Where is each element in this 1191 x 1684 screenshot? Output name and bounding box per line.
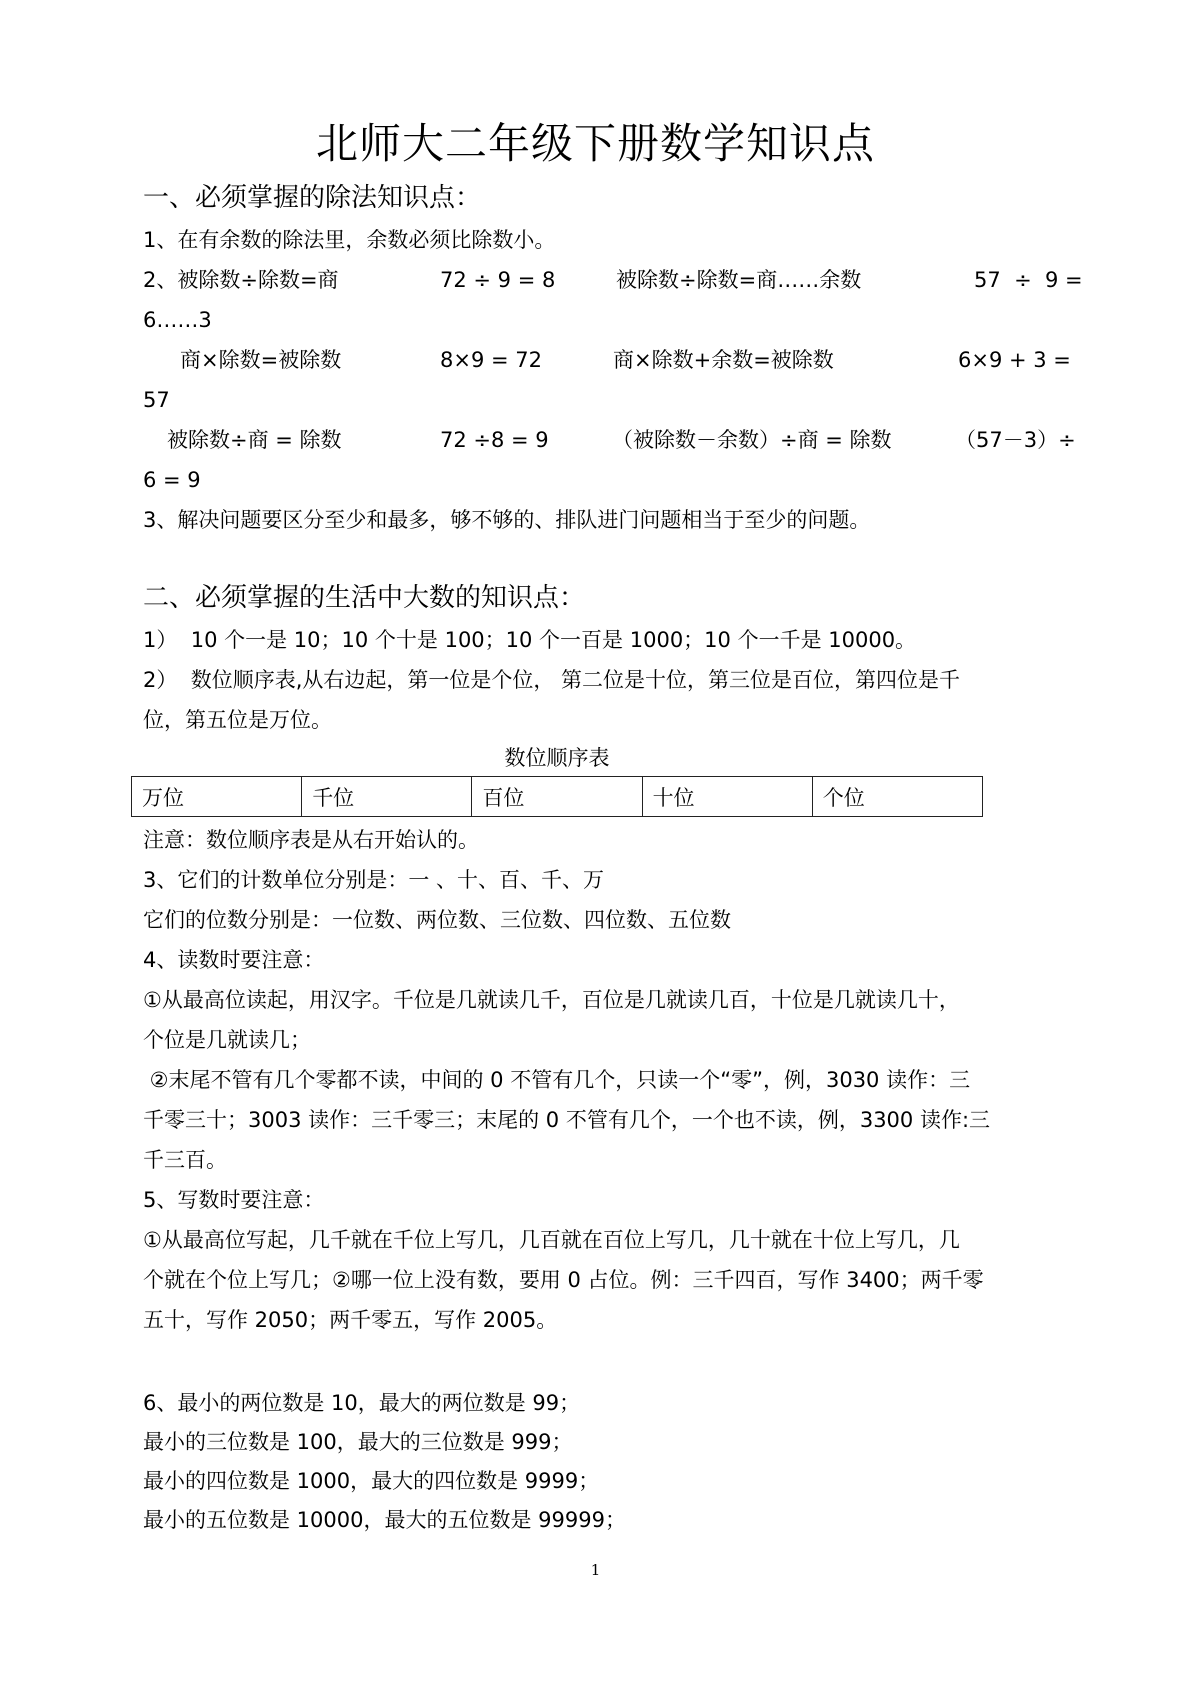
example-multiply-remainder: 6×9 + 3 = xyxy=(958,348,1071,372)
table-cell-bai: 百位 xyxy=(472,777,642,817)
section-2-item-4-heading: 4、读数时要注意： xyxy=(143,948,325,972)
section-2-item-3-line-1: 3、它们的计数单位分别是：一 、十、百、千、万 xyxy=(143,868,605,892)
item-4-line: 个位是几就读几； xyxy=(143,1028,311,1052)
section-2-item-5-heading: 5、写数时要注意： xyxy=(143,1188,325,1212)
section-2-item-2-line-2: 位，第五位是万位。 xyxy=(143,708,332,732)
formula-multiply-remainder: 商×除数+余数=被除数 xyxy=(613,348,834,372)
example-division-remainder: 57 ÷ 9 = xyxy=(974,268,1083,292)
example-multiply-remainder-wrap: 57 xyxy=(143,388,170,412)
section-2-heading: 二、必须掌握的生活中大数的知识点： xyxy=(143,583,586,613)
item-6-line: 最小的三位数是 100，最大的三位数是 999； xyxy=(143,1430,573,1454)
formula-divisor-remainder: （被除数－余数）÷商 = 除数 xyxy=(612,428,892,452)
formula-multiply: 商×除数=被除数 xyxy=(180,348,342,372)
table-cell-wan: 万位 xyxy=(132,777,302,817)
document-title: 北师大二年级下册数学知识点 xyxy=(315,119,875,168)
table-cell-shi: 十位 xyxy=(642,777,812,817)
example-division-remainder-wrap: 6……3 xyxy=(143,308,212,332)
item-4-line: 千三百。 xyxy=(143,1148,227,1172)
section-2-item-1: 1） 10 个一是 10；10 个十是 100；10 个一百是 1000；10 个一千是 10000。 xyxy=(143,628,917,652)
table-row xyxy=(132,777,983,817)
section-2-item-2-line-1: 2） 数位顺序表,从右边起，第一位是个位， 第二位是十位，第三位是百位，第四位是千 xyxy=(143,668,961,692)
table-cell-ge: 个位 xyxy=(812,777,982,817)
example-divisor-remainder-wrap: 6 = 9 xyxy=(143,468,201,492)
example-multiply: 8×9 = 72 xyxy=(440,348,542,372)
item-6-line: 最小的四位数是 1000，最大的四位数是 9999； xyxy=(143,1469,600,1493)
place-value-table-caption: 数位顺序表 xyxy=(504,746,610,770)
formula-division: 2、被除数÷除数=商 xyxy=(143,268,339,292)
table-note: 注意：数位顺序表是从右开始认的。 xyxy=(143,828,479,852)
item-4-line: ②末尾不管有几个零都不读，中间的 0 不管有几个，只读一个“零”，例，3030 读作：三 xyxy=(143,1068,971,1092)
section-2-item-3-line-2: 它们的位数分别是：一位数、两位数、三位数、四位数、五位数 xyxy=(143,908,731,932)
item-6-line: 6、最小的两位数是 10，最大的两位数是 99； xyxy=(143,1391,581,1415)
formula-divisor: 被除数÷商 = 除数 xyxy=(167,428,342,452)
example-division: 72 ÷ 9 = 8 xyxy=(440,268,556,292)
example-divisor-remainder: （57－3）÷ xyxy=(955,428,1076,452)
section-1-heading: 一、必须掌握的除法知识点： xyxy=(143,183,482,213)
section-1-item-3: 3、解决问题要区分至少和最多，够不够的、排队进门问题相当于至少的问题。 xyxy=(143,508,871,532)
item-6-line: 最小的五位数是 10000，最大的五位数是 99999； xyxy=(143,1508,626,1532)
item-5-line: 个就在个位上写几；②哪一位上没有数，要用 0 占位。例：三千四百，写作 3400；两千零 xyxy=(143,1268,984,1292)
example-divisor: 72 ÷8 = 9 xyxy=(440,428,549,452)
page-number: 1 xyxy=(590,1561,601,1579)
place-value-table xyxy=(131,776,983,817)
item-5-line: 五十，写作 2050；两千零五，写作 2005。 xyxy=(143,1308,558,1332)
table-cell-qian: 千位 xyxy=(302,777,472,817)
item-4-line: 千零三十；3003 读作：三千零三；末尾的 0 不管有几个，一个也不读，例，3300 读作:三 xyxy=(143,1108,991,1132)
section-1-item-1: 1、在有余数的除法里，余数必须比除数小。 xyxy=(143,228,556,252)
item-4-line: ①从最高位读起，用汉字。千位是几就读几千，百位是几就读几百，十位是几就读几十， xyxy=(143,988,960,1012)
formula-division-remainder: 被除数÷除数=商……余数 xyxy=(616,268,862,292)
item-5-line: ①从最高位写起，几千就在千位上写几，几百就在百位上写几，几十就在十位上写几，几 xyxy=(143,1228,960,1252)
